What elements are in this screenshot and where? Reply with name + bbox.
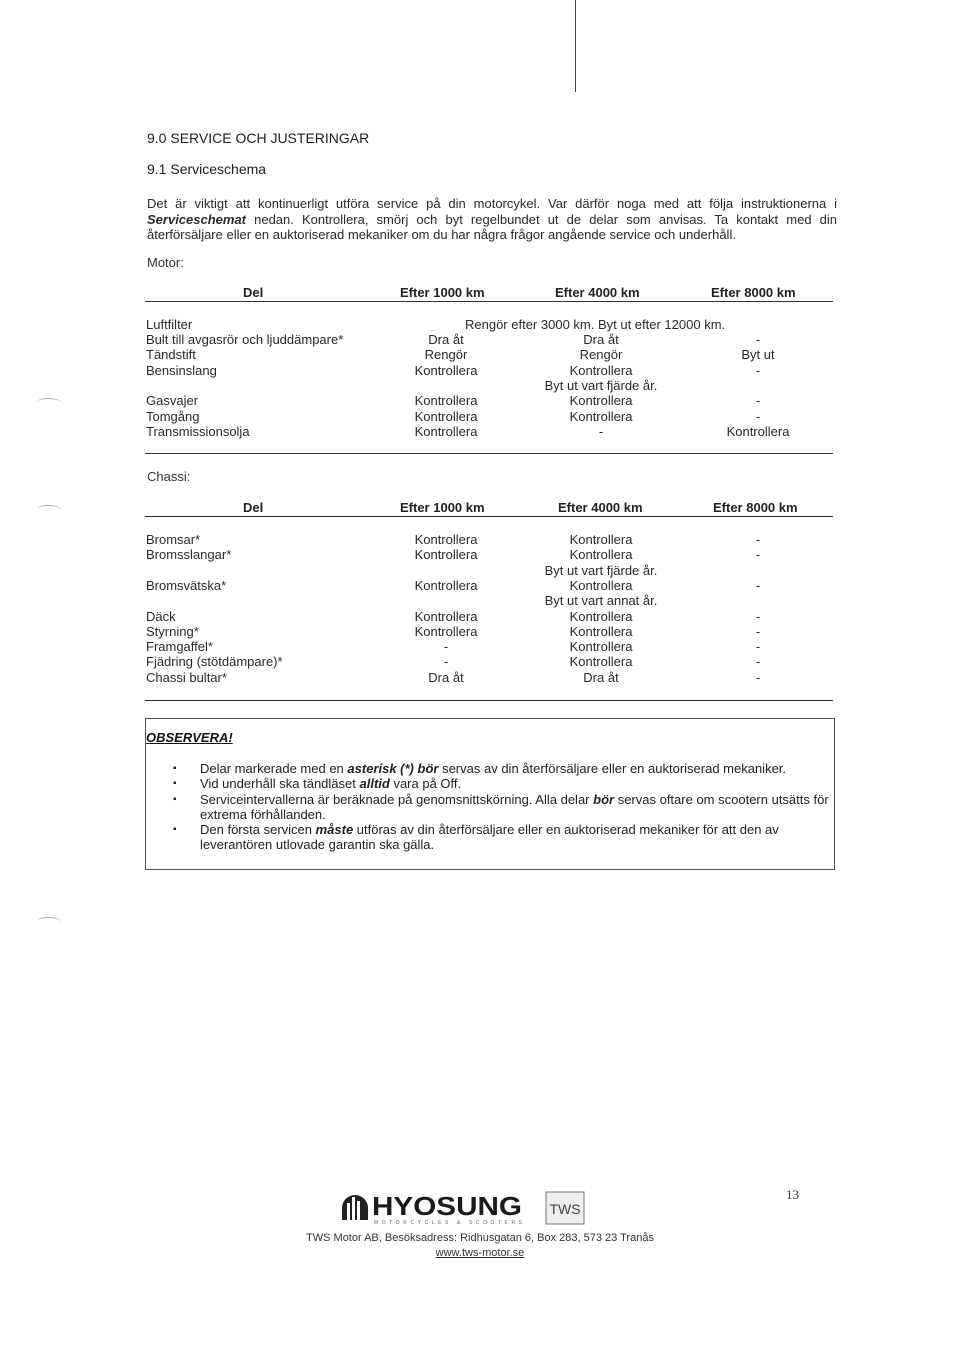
list-item: ▪ Delar markerade med en asterisk (*) bör servas av din återförsäljare eller en auktoriserad mekaniker. bbox=[173, 761, 838, 776]
col-header-del: Del bbox=[243, 285, 264, 300]
row-name: Tomgång bbox=[146, 408, 200, 424]
cell-4000km: Kontrollera bbox=[569, 654, 633, 670]
cell-1000km: Kontrollera bbox=[414, 408, 478, 424]
row-name: Bensinslang bbox=[146, 362, 217, 378]
cell-8000km: - bbox=[755, 623, 761, 639]
cell-1000km: Rengör bbox=[424, 347, 468, 363]
cell-8000km: - bbox=[755, 532, 761, 547]
cell-4000km: Kontrollera bbox=[569, 362, 633, 378]
cell-4000km: Dra åt bbox=[583, 332, 619, 347]
col-header-1000: Efter 1000 km bbox=[400, 285, 485, 300]
row-name: Tändstift bbox=[146, 347, 196, 363]
col-header-4000: Efter 4000 km bbox=[558, 500, 643, 515]
cell-1000km: - bbox=[443, 639, 449, 655]
cell-8000km: - bbox=[755, 669, 761, 685]
col-header-8000: Efter 8000 km bbox=[713, 500, 798, 515]
col-header-4000: Efter 4000 km bbox=[555, 285, 640, 300]
footer-link[interactable]: www.tws-motor.se bbox=[435, 1247, 525, 1259]
hyosung-emblem-icon bbox=[342, 1195, 368, 1220]
col-header-del: Del bbox=[243, 500, 264, 515]
cell-8000km: Kontrollera bbox=[726, 423, 790, 439]
list-item: ▪ Den första servicen måste utföras av din återförsäljare eller en auktoriserad mekaniker för att den av leverantören utlovade garantin ska gälla. bbox=[173, 822, 838, 853]
cell-8000km: - bbox=[755, 362, 761, 378]
cell-4000km: Rengör bbox=[579, 347, 623, 363]
cell-4000km: - bbox=[598, 423, 604, 439]
cell-4000km: Kontrollera bbox=[569, 532, 633, 547]
observera-title: OBSERVERA! bbox=[146, 730, 233, 745]
cell-8000km: - bbox=[755, 639, 761, 655]
cell-8000km: - bbox=[755, 654, 761, 670]
chassi-label: Chassi: bbox=[147, 469, 191, 484]
header-rule bbox=[145, 516, 833, 517]
row-name: Bromsar* bbox=[146, 532, 201, 547]
cell-4000km: Byt ut vart fjärde år. bbox=[544, 562, 658, 578]
header-rule bbox=[145, 301, 833, 302]
row-name: Transmissionsolja bbox=[146, 423, 250, 439]
cell-1000km: Dra åt bbox=[428, 332, 464, 347]
cell-1000km: Kontrollera bbox=[414, 577, 478, 593]
motor-label: Motor: bbox=[147, 255, 184, 270]
cell-4000km: Kontrollera bbox=[569, 608, 633, 624]
cell-8000km: - bbox=[755, 608, 761, 624]
cell-8000km: - bbox=[755, 547, 761, 563]
page-number: 13 bbox=[786, 1187, 799, 1202]
cell-4000km: Byt ut vart fjärde år. bbox=[544, 377, 658, 393]
cell-8000km: - bbox=[755, 393, 761, 409]
cell-1000km: - bbox=[443, 654, 449, 670]
cell-1000km: Kontrollera bbox=[414, 623, 478, 639]
footer-address: TWS Motor AB, Besöksadress: Ridhusgatan 6, Box 283, 573 23 Tranås bbox=[306, 1232, 654, 1244]
table-bottom-rule bbox=[145, 700, 833, 701]
row-name: Framgaffel* bbox=[146, 639, 213, 655]
hyosung-logo bbox=[338, 1188, 593, 1228]
scan-mark bbox=[38, 917, 62, 926]
cell-4000km: Kontrollera bbox=[569, 639, 633, 655]
cell-1000km: Kontrollera bbox=[414, 362, 478, 378]
cell-8000km: - bbox=[755, 408, 761, 424]
col-header-8000: Efter 8000 km bbox=[711, 285, 796, 300]
cell-4000km: Byt ut vart annat år. bbox=[544, 593, 658, 609]
cell-4000km: Kontrollera bbox=[569, 393, 633, 409]
svg-text:TWS: TWS bbox=[549, 1201, 581, 1217]
cell-8000km: Byt ut bbox=[741, 347, 775, 363]
row-name: Chassi bultar* bbox=[146, 669, 227, 685]
row-name: Gasvajer bbox=[146, 393, 199, 409]
brand-wordmark: HYOSUNG bbox=[372, 1191, 522, 1221]
cell-4000km: Kontrollera bbox=[569, 547, 633, 563]
tws-badge bbox=[546, 1192, 584, 1224]
section-heading: 9.0 SERVICE OCH JUSTERINGAR bbox=[147, 130, 370, 146]
list-item: ▪ Vid underhåll ska tändläset alltid vara på Off. bbox=[173, 776, 838, 791]
cell-4000km: Kontrollera bbox=[569, 408, 633, 424]
intro-paragraph: Det är viktigt att kontinuerligt utföra service på din motorcykel. Var därför noga med att följa instruktionerna i Serviceschemat nedan. Kontrollera, smörj och byt regelbundet ut de delar som anvisas. Ta kontakt med din återförsäljare eller en auktoriserad mekaniker om du har några frågor angående service och underhåll. bbox=[147, 196, 837, 242]
cell-1000km: Kontrollera bbox=[414, 532, 478, 547]
row-name: Bromsvätska* bbox=[146, 577, 227, 593]
list-item: ▪ Serviceintervallerna är beräknade på genomsnittskörning. Alla delar bör servas oftare om scootern utsätts för extrema förhållanden. bbox=[173, 792, 838, 823]
cell-4000km: Dra åt bbox=[583, 669, 619, 685]
cell-1000km: Kontrollera bbox=[414, 423, 478, 439]
cell-1000km: Dra åt bbox=[428, 669, 464, 685]
scan-line bbox=[575, 0, 576, 92]
row-name: Luftfilter bbox=[146, 317, 193, 332]
observera-list bbox=[173, 761, 838, 853]
row-name: Däck bbox=[146, 608, 176, 624]
cell-1000km: Kontrollera bbox=[414, 608, 478, 624]
cell-8000km: - bbox=[755, 577, 761, 593]
brand-tagline: MOTORCYCLES & SCOOTERS bbox=[374, 1220, 522, 1226]
row-name: Styrning* bbox=[146, 623, 199, 639]
cell-8000km: - bbox=[755, 332, 761, 347]
subsection-heading: 9.1 Serviceschema bbox=[147, 161, 267, 177]
row-name: Bromsslangar* bbox=[146, 547, 232, 563]
row-name: Fjädring (stötdämpare)* bbox=[146, 654, 283, 670]
table-bottom-rule bbox=[145, 453, 833, 454]
scan-mark bbox=[38, 505, 62, 514]
row-name: Bult till avgasrör och ljuddämpare* bbox=[146, 332, 344, 347]
scan-mark bbox=[38, 398, 62, 407]
intro-emphasis: Serviceschemat bbox=[147, 211, 247, 227]
cell-4000km: Kontrollera bbox=[569, 577, 633, 593]
cell-1000km: Kontrollera bbox=[414, 393, 478, 409]
cell-1000km: Kontrollera bbox=[414, 547, 478, 563]
row-note: Rengör efter 3000 km. Byt ut efter 12000 km. bbox=[465, 317, 726, 332]
col-header-1000: Efter 1000 km bbox=[400, 500, 485, 515]
cell-4000km: Kontrollera bbox=[569, 623, 633, 639]
